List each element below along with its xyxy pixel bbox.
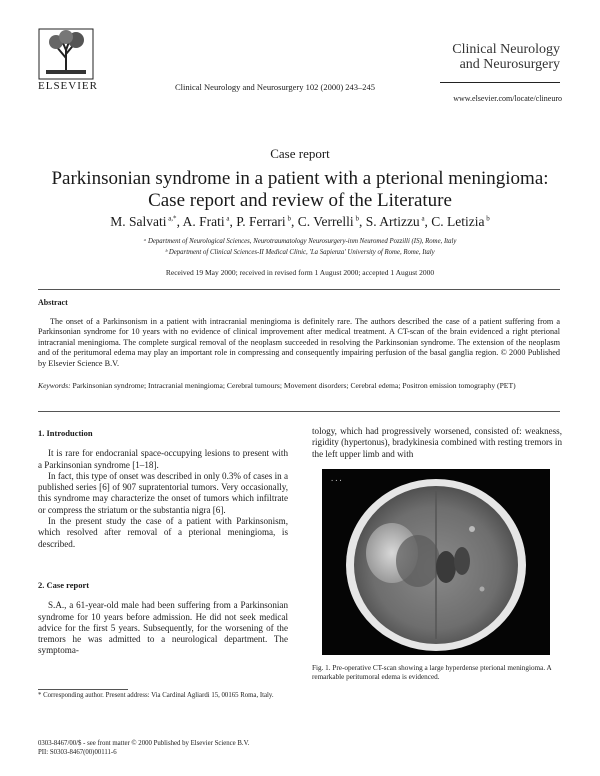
publication-info [38,740,249,757]
author [183,214,230,229]
journal-url[interactable]: www.elsevier.com/locate/clineuro [453,94,562,103]
right-column [312,426,562,460]
author [110,214,176,229]
publisher-name: ELSEVIER [38,80,98,92]
keywords [38,381,560,391]
title-line-1: Parkinsonian syndrome in a patient with a pterional meningioma: [51,168,549,189]
ct-scan-figure [322,469,550,655]
brand-divider [440,82,560,83]
author-list: M. Salvati $^{a,*}$, A. Frati $^a$, P. Ferrari $^b$, C. Verrelli $^b$, S. Artizzu $^a$, C. Letizia $^b$ [110,214,490,229]
case-heading: 2. Case report [38,579,90,590]
intro-paragraph-2: In fact, this type of onset was described in only 0.3% of cases in a published series [6] of 907 supratentorial tumors. Very occasionally, this syndrome may characterize the onset of tumors which infiltrate or compress the striatum or the substantia nigra [6]. [38,470,288,515]
keywords-label: Keywords: [38,381,71,390]
author-affiliation-mark: b [285,214,291,223]
author-name: S. Artizzu [365,214,420,229]
author-name: M. Salvati [110,214,167,229]
case-paragraph-1: S.A., a 61-year-old male had been suffering from a Parkinsonian syndrome for 10 years before admission. He did not seek medical advice for the first 5 years. Subsequently, for the worsening of the tremors he was admitted to a neurological department. The symptoma- [38,600,288,656]
author-affiliation-mark: b [484,214,490,223]
keywords-list: Parkinsonian syndrome; Intracranial meningioma; Cerebral tumours; Movement disorders; Cerebral edema; Positron emission tomography (PET) [72,381,516,390]
article-type: Case report [270,146,330,161]
svg-text:···: ··· [330,477,343,485]
col2-paragraph-1: tology, which had progressively worsened, consisted of: weakness, rigidity (hypertonus), bradykinesia combined with resting tremors in the left upper limb and with [312,426,562,459]
issn-line: 0303-8467/00/$ - see front matter © 2000 Published by Elsevier Science B.V. [38,740,250,747]
corresponding-author-note: * Corresponding author. Present address: Via Cardinal Agliardi 15, 00165 Roma, Italy. [38,692,274,699]
author-name: P. Ferrari [236,214,286,229]
author-affiliation-mark: a,* [166,214,177,223]
article-title [40,168,560,212]
author-name: A. Frati [182,214,225,229]
abstract-heading: Abstract [38,298,68,307]
affiliation-a: ᵃ Department of Neurological Sciences, Neurotraumatology Neurosurgery-inm Neuromed Pozzilli (IS), Rome, Italy [143,238,457,245]
author [366,214,425,229]
abstract-divider [38,411,560,412]
author-affiliation-mark: a [419,214,425,223]
journal-brand-line1: Clinical Neurology [452,42,560,57]
received-dates: Received 19 May 2000; received in revised form 1 August 2000; accepted 1 August 2000 [165,268,435,277]
intro-heading: 1. Introduction [38,428,93,438]
author-name: C. Verrelli [297,214,354,229]
left-column [38,428,288,657]
author-name: C. Letizia [431,214,485,229]
journal-reference: Clinical Neurology and Neurosurgery 102 (2000) 243–245 [175,82,376,92]
footnote-divider [38,689,128,690]
top-divider [38,289,560,290]
journal-brand-line2: and Neurosurgery [459,57,560,72]
author [431,214,489,229]
journal-brand [440,42,560,72]
abstract-text: The onset of a Parkinsonism in a patient with intracranial meningioma is definitely rare. The authors described the case of a patient suffering from a Parkinsonian syndrome for 10 years with no evidence of clinical improvement after medical treatment. A CT-scan of the brain evidenced a right pterional intracranial meningioma. The complete surgical removal of the neoplasm succeeded in resolving the Parkinsonian syndrome. The extension of the neoplasm and of the peritumoral edema may play an important role in compressing and consequently impairing perfusion of the basal ganglia region. © 2000 Published by Elsevier Science B.V. [38,317,560,368]
author-affiliation-mark: a [224,214,230,223]
author [298,214,359,229]
figure-caption: Fig. 1. Pre-operative CT-scan showing a large hyperdense pterional meningioma. A remarkable peritumoral edema is evidenced. [312,664,552,682]
affiliation-b: ᵇ Department of Clinical Sciences-II Medical Clinic, 'La Sapienza' University of Rome, Rome, Italy [165,249,435,256]
author-affiliation-mark: b [353,214,359,223]
intro-paragraph-3: In the present study the case of a patient with Parkinsonism, which resolved after removal of a pterional meningioma, is described. [38,516,288,549]
title-line-2: Case report and review of the Literature [148,190,452,211]
intro-paragraph-1: It is rare for endocranial space-occupying lesions to present with a Parkinsonian syndrome [1–18]. [38,448,288,470]
pii-line: PII: S0303-8467(00)00111-6 [38,748,117,756]
author [236,214,291,229]
